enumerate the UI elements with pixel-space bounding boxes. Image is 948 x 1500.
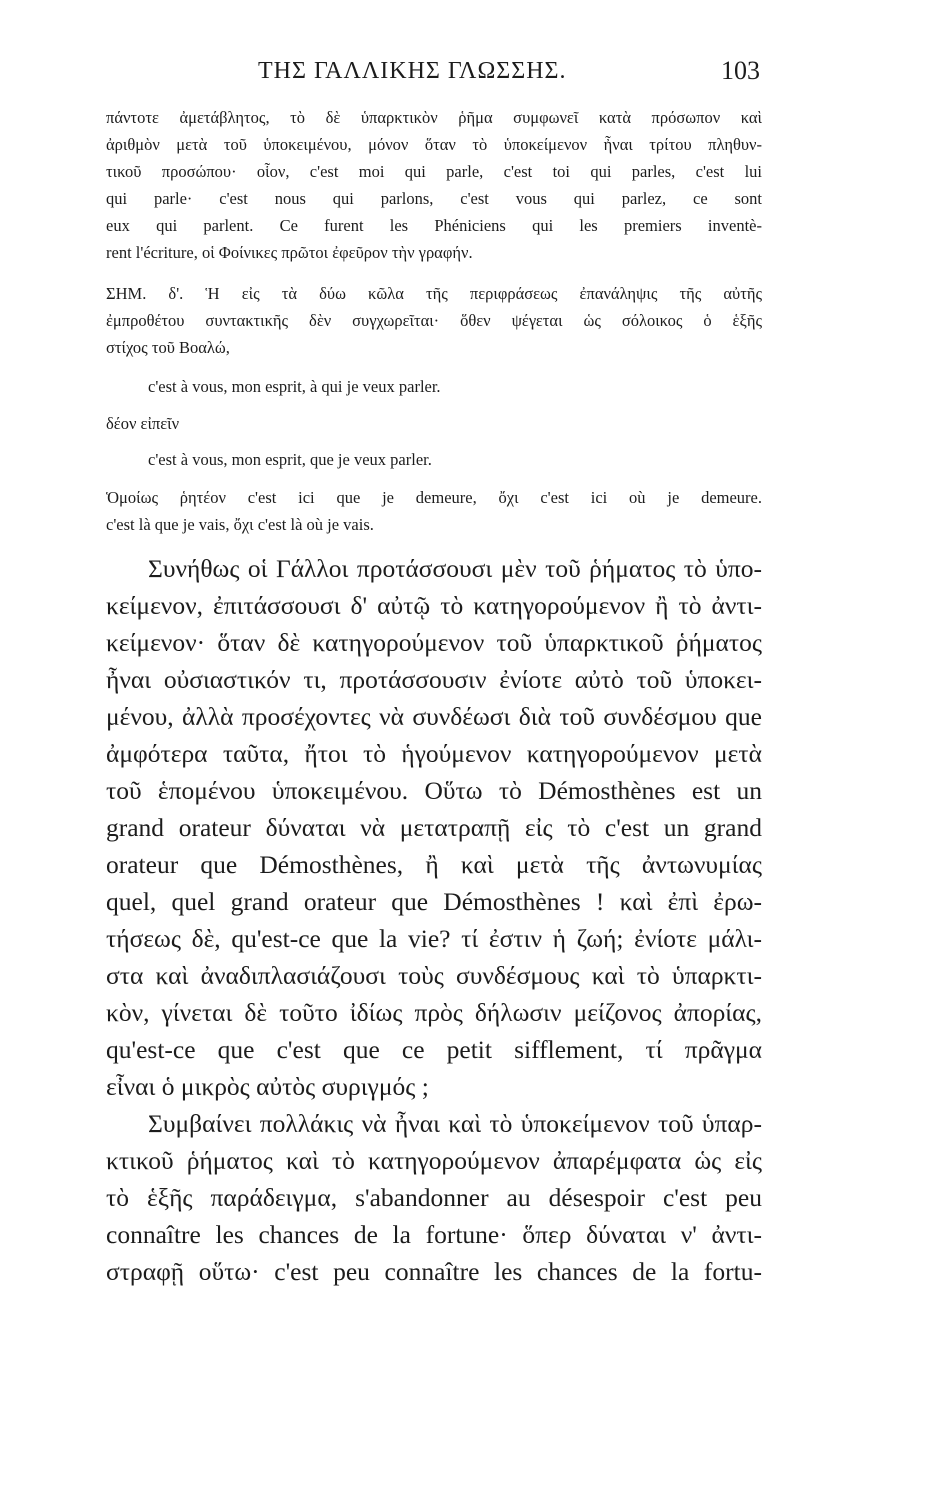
paragraph-line: connaître les chances de la fortune· ὅπερ δύναται ν' ἀντι- [106, 1220, 762, 1249]
paragraph-line: τήσεως δὲ, qu'est-ce que la vie? τί ἐστιν ἡ ζωή; ἐνίοτε μάλι- [106, 924, 762, 953]
paragraph-line: κὸν, γίνεται δὲ τοῦτο ἰδίως πρὸς δήλωσιν μείζονος ἀπορίας, [106, 998, 762, 1027]
quoted-verse: c'est à vous, mon esprit, que je veux parler. [148, 450, 432, 469]
note-line: ἀριθμὸν μετὰ τοῦ ὑποκειμένου, μόνον ὅταν τὸ ὑποκείμενον ἦναι τρίτου πληθυν- [106, 135, 762, 154]
quoted-verse: c'est à vous, mon esprit, à qui je veux parler. [148, 377, 441, 396]
paragraph-line: Συνήθως οἱ Γάλλοι προτάσσουσι μὲν τοῦ ῥήματος τὸ ὑπο- [148, 554, 762, 583]
paragraph-line: στραφῇ οὕτω· c'est peu connaître les chances de la fortu- [106, 1257, 762, 1286]
paragraph-line: τὸ ἑξῆς παράδειγμα, s'abandonner au désespoir c'est peu [106, 1183, 762, 1212]
paragraph-line: κείμενον, ἐπιτάσσουσι δ' αὐτῷ τὸ κατηγορούμενον ἢ τὸ ἀντι- [106, 591, 762, 620]
paragraph-line: ἦναι οὐσιαστικόν τι, προτάσσουσιν ἐνίοτε αὐτὸ τοῦ ὑποκει- [106, 665, 762, 694]
note-line: c'est là que je vais, ὄχι c'est là où je vais. [106, 515, 374, 534]
paragraph-line: τοῦ ἑπομένου ὑποκειμένου. Οὕτω τὸ Démosthènes est un [106, 776, 762, 805]
note-line: eux qui parlent. Ce furent les Phéniciens qui les premiers inventè- [106, 216, 762, 235]
paragraph-line: orateur que Démosthènes, ἢ καὶ μετὰ τῆς ἀντωνυμίας [106, 850, 762, 879]
paragraph-line: ἀμφότερα ταῦτα, ἤτοι τὸ ἡγούμενον κατηγορούμενον μετὰ [106, 739, 762, 768]
note-line: στίχος τοῦ Βοαλώ, [106, 338, 230, 357]
note-line: πάντοτε ἀμετάβλητος, τὸ δὲ ὑπαρκτικὸν ῥῆμα συμφωνεῖ κατὰ πρόσωπον καὶ [106, 108, 762, 127]
note-line: δέον εἰπεῖν [106, 414, 180, 433]
note-line: τικοῦ προσώπου· οἷον, c'est moi qui parle, c'est toi qui parles, c'est lui [106, 162, 762, 181]
paragraph-line: κείμενον· ὅταν δὲ κατηγορούμενον τοῦ ὑπαρκτικοῦ ῥήματος [106, 628, 762, 657]
note-line: qui parle· c'est nous qui parlons, c'est vous qui parlez, ce sont [106, 189, 762, 208]
note-line: Ὁμοίως ῥητέον c'est ici que je demeure, ὄχι c'est ici où je demeure. [106, 488, 762, 507]
paragraph-line: μένου, ἀλλὰ προσέχοντες νὰ συνδέωσι διὰ τοῦ συνδέσμου que [106, 702, 762, 731]
note-line: rent l'écriture, οἱ Φοίνικες πρῶτοι ἐφεῦρον τὴν γραφήν. [106, 243, 473, 262]
paragraph-line: κτικοῦ ῥήματος καὶ τὸ κατηγορούμενον ἀπαρέμφατα ὡς εἰς [106, 1146, 762, 1175]
paragraph-line: Συμβαίνει πολλάκις νὰ ἦναι καὶ τὸ ὑποκείμενον τοῦ ὑπαρ- [148, 1109, 762, 1138]
paragraph-line: qu'est-ce que c'est que ce petit sifflement, τί πρᾶγμα [106, 1035, 762, 1064]
running-header: ΤΗΣ ΓΑΛΛΙΚΗΣ ΓΛΩΣΣΗΣ. [258, 58, 567, 84]
paragraph-line: στα καὶ ἀναδιπλασιάζουσι τοὺς συνδέσμους καὶ τὸ ὑπαρκτι- [106, 961, 762, 990]
page-number: 103 [721, 56, 760, 85]
note-remark-line: ΣΗΜ. δ'. Ἡ εἰς τὰ δύω κῶλα τῆς περιφράσεως ἐπανάληψις τῆς αὐτῆς [106, 284, 762, 303]
paragraph-line: grand orateur δύναται νὰ μετατραπῇ εἰς τὸ c'est un grand [106, 813, 762, 842]
note-line: ἐμπροθέτου συντακτικῆς δὲν συγχωρεῖται· ὅθεν ψέγεται ὡς σόλοικος ὁ ἑξῆς [106, 311, 762, 330]
paragraph-line: quel, quel grand orateur que Démosthènes ! καὶ ἐπὶ ἐρω- [106, 887, 762, 916]
paragraph-line: εἶναι ὁ μικρὸς αὐτὸς συριγμός ; [106, 1072, 429, 1101]
